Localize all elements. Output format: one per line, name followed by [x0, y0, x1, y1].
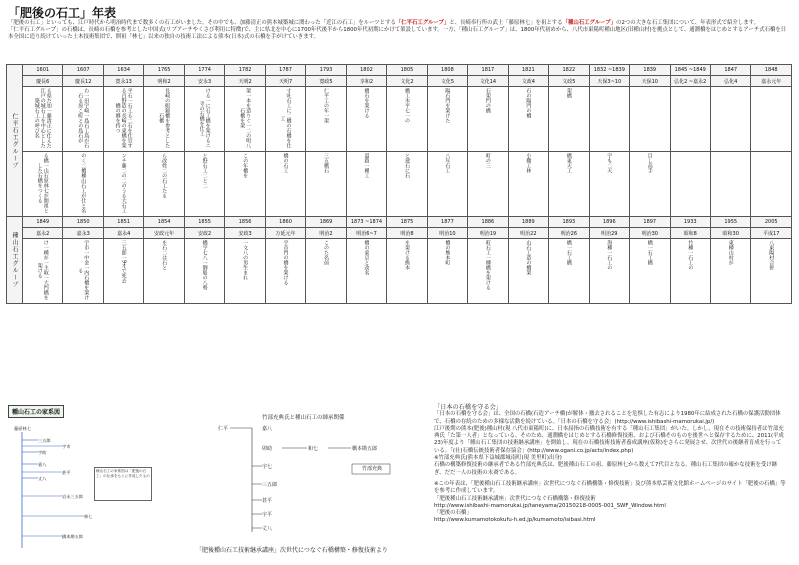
timeline.row2-event-cell	[144, 239, 184, 304]
timeline.row1-year: 1847	[710, 65, 750, 76]
timeline.row1-event2-cell	[468, 152, 508, 217]
info-p5: ※この年表は、「肥後種山石工技術継承講座」次世代につなぐ石橋構築・修復技術」及び熊本県芸術文化館ホームページのサイト「肥後の石橋」等を参考に作成しています。	[434, 480, 786, 495]
timeline.row2-year: 1886	[468, 217, 508, 228]
info-url1[interactable]: http://www.ishibashi-mamorukai.jp/taneyama/20150218-0005-001_SWF_Window.html	[434, 502, 666, 509]
timeline.row2-era: 明治22	[508, 228, 548, 239]
timeline.row1-event-cell	[710, 87, 750, 152]
timeline.row1-event-text: わ一田宇崎一島石工鳥が石石る原こ町との島石が	[77, 88, 90, 148]
timeline.row1-year: 1787	[265, 65, 305, 76]
timeline.row2-event-text: を架ける熊本	[403, 240, 410, 270]
lineage-node-label: 和七	[308, 446, 319, 452]
timeline.row1-era: 慶長6	[23, 76, 63, 87]
timeline.row2-event-text: け一種が一主取一大門橋を架ける	[36, 240, 49, 300]
timeline.row1-year-row	[7, 65, 792, 76]
timeline.row2-year: 1877	[427, 217, 467, 228]
timeline.row1-event2-text: この年橋を	[242, 153, 249, 178]
timeline.row2-era: 安政3	[225, 228, 265, 239]
timeline.row1-event2-text: 橋東天工	[565, 153, 572, 173]
timeline.row1-event-text: る県だ加一藤清正に仕えた江戸の城石工を中心とした築城石工の呼び名	[33, 88, 52, 148]
lineage-node-label: 卯助	[262, 446, 273, 452]
tree-node-label: 藤原林七	[14, 426, 31, 431]
timeline.row2-group-label: 種山石工グループ	[11, 232, 18, 288]
timeline.row1-era: 寛政5	[306, 76, 346, 87]
timeline.row1-year: 1822	[549, 65, 589, 76]
timeline.row2-year: 1889	[508, 217, 548, 228]
timeline.row1-event-cell	[265, 87, 305, 152]
timeline.row1-event-cell	[589, 87, 629, 152]
timeline.row2-event-cell	[670, 239, 710, 304]
timeline.row2-event-text: 三五郎一9才で死去	[120, 240, 127, 284]
timeline.row1-event2-cell	[589, 152, 629, 217]
tree-node-label: 宇助	[38, 450, 47, 455]
timeline.row1-event-text: 石架門の橋	[484, 88, 491, 113]
timeline.row1-event2-text: る橋一山石原林七が開祖とした石橋をつくる	[36, 153, 49, 213]
timeline.row2-event-text: 橋一石工橋	[565, 240, 572, 265]
timeline.row2-era: 明治30	[630, 228, 670, 239]
timeline.row1-group-label: 仁平石工グループ	[11, 112, 18, 169]
timeline.row1-event-text: 長崎の眼鏡橋を参考とした石橋	[158, 88, 171, 148]
timeline.row1-event2-text: 町の三	[484, 153, 491, 168]
timeline.row2-event-text: 橋の熊本町	[444, 240, 451, 265]
timeline.row2-event-cell	[63, 239, 103, 304]
timeline.row1-year: 1848	[751, 65, 792, 76]
timeline.row1-era: 文化5	[427, 76, 467, 87]
timeline.row1-event2-text: と野石工二と二	[201, 153, 208, 188]
timeline.row2-event-text: 東種山村が	[727, 240, 734, 265]
timeline.row1-event2-cell	[387, 152, 427, 217]
timeline.row1-year: 1805	[387, 65, 427, 76]
lineage-node-label: 宇七	[262, 464, 273, 470]
timeline.row2-event-cell	[225, 239, 265, 304]
info-p1: 「日本の石橋を守る会」は、全国の石橋(石造アーチ橋)が解体・撤去されることを危惧した有志により1980年に結成された石橋の保護活動団体で、石橋の存続のための多様な活動を続けている。「日本の石橋を守る会」(http://www.ishibashi-mamorukai.jp/)	[434, 411, 781, 425]
timeline.row1-event-cell	[23, 87, 63, 152]
timeline.row1-era-row	[7, 76, 792, 87]
timeline.row1-event-cell	[508, 87, 548, 152]
lineage-node-label: 竹部充典	[362, 466, 383, 472]
timeline.row1-year: 1793	[306, 65, 346, 76]
timeline.row1-era: 明和2	[144, 76, 184, 87]
timeline.row1-event2-text: のく二橋種山石工が仕と名	[80, 153, 87, 213]
tree-node-label: 丈八	[38, 476, 47, 481]
timeline.row2-event-cell	[23, 239, 63, 304]
timeline.row1-era: 安永3	[184, 76, 224, 87]
timeline.row2-year: 1850	[63, 217, 103, 228]
timeline.row2-event-cell	[346, 239, 386, 304]
timeline.row2-event-cell	[468, 239, 508, 304]
timeline.row2-era: 嘉永3	[63, 228, 103, 239]
timeline.row2-year: 2005	[751, 217, 792, 228]
timeline.row1-event-cell	[751, 87, 792, 152]
intro-red2: 「種山石工グループ」	[562, 20, 617, 26]
intro-text	[8, 20, 788, 42]
timeline.row1-event2-cell	[549, 152, 589, 217]
info-p4: 石橋の構築修復技術の継承者である竹部充典氏は、肥後種山石工の祖、藤原林七から数えて7代目となる。種山石工集団の確かな技術を受け継ぎ、だだ一人の技術の末裔である。	[434, 462, 778, 476]
timeline.row1-event-cell	[306, 87, 346, 152]
timeline.row2-year: 1897	[630, 217, 670, 228]
timeline.row2-event-cell	[427, 239, 467, 304]
family-tree-title: 種山石工の家系図	[8, 405, 64, 418]
tree-node-label: 三五郎	[38, 438, 51, 443]
timeline.row2-label	[7, 217, 23, 304]
timeline.row1-event-cell	[144, 87, 184, 152]
timeline.row1-event2-text: ンチ藤二の二のうる大石工	[120, 153, 127, 213]
timeline.row1-event2-cell	[346, 152, 386, 217]
timeline.row2-event-text: 橋宇七八一御船の八勢	[201, 240, 208, 290]
timeline.row1-event2-cell	[670, 152, 710, 217]
timeline.row1-event-text: 架一本を造りぐ一二の明八石橋を架	[239, 88, 252, 148]
timeline.row2-event-text: 竹種一石工の	[687, 240, 694, 270]
timeline.row1-event-text: 架橋	[565, 88, 572, 98]
timeline.row2-event-row	[7, 239, 792, 304]
timeline.row2-year: 1875	[387, 217, 427, 228]
timeline.row2-era: 明治10	[427, 228, 467, 239]
intro-red1: 「仁平石工グループ」	[395, 20, 450, 26]
timeline.row1-event-text: 橋工木平七一の	[403, 88, 410, 123]
timeline.row2-year: 1855	[184, 217, 224, 228]
timeline.row1-event-text: 石の陽門の橋	[525, 88, 532, 118]
timeline.row2-era: 平成17	[751, 228, 792, 239]
tree-node-label: 林七	[84, 514, 93, 519]
lineage-node-label: 橋本勘五郎	[352, 446, 378, 452]
timeline.row2-event-cell	[751, 239, 792, 304]
timeline.row1-event-cell	[103, 87, 143, 152]
timeline.row1-year: 1601	[23, 65, 63, 76]
timeline.row1-event2-cell	[751, 152, 792, 217]
lineage-node-label: 仁平	[218, 426, 229, 432]
timeline.row1-era: 寛永13	[103, 76, 143, 87]
timeline.row2-year: 1854	[144, 217, 184, 228]
timeline.row1-event-text: 平石一石工る二石を仕官する百野造の長崎の東橋を架橋の郷を持つ	[114, 88, 133, 148]
info-p2: 江戸後期の熊本(肥後)種山村(現 八代市東陽町)に、日本屈指の石橋技術を有する「種山石工集団」がいた。しかし、現在その技術保持者は竹部充典氏「た第一人者」となっている。そのため、通潤橋をはじめとする石橋修復技術、および石橋そのものを後世へと保存するために、2011(平成23)年度より「種山石工集団の技術継承講座」を開始し、現在の石橋技術技術者養成講座(仮称)をさらに発展させ、次世代の後継者育成を行っている。「(社)石橋伝統技術者保存協会」(http://www.ogani.co.jp/acts/index.php)	[434, 425, 784, 454]
lineage-node-label: 宇平	[262, 512, 273, 518]
timeline.row2-year: 1873 ~1874	[346, 217, 386, 228]
timeline.row2-event-cell	[306, 239, 346, 304]
lineage-node-label: 丈八	[262, 526, 273, 532]
timeline.row2-year: 1955	[710, 217, 750, 228]
timeline.row2-year: 1851	[103, 217, 143, 228]
timeline.row1-event-cell	[549, 87, 589, 152]
lineage-node-label: 三五郎	[262, 482, 278, 488]
timeline.row1-era: 天明7	[265, 76, 305, 87]
timeline.row2-era: 昭和30	[710, 228, 750, 239]
timeline.row1-era: 弘化2 ~嘉永2	[670, 76, 710, 87]
timeline.row2-era: 明治8	[387, 228, 427, 239]
timeline.row1-event-cell	[184, 87, 224, 152]
info-panel	[434, 404, 786, 525]
timeline.row1-event2-cell	[508, 152, 548, 217]
timeline.row1-year: 1607	[63, 65, 103, 76]
timeline.row2-event-cell	[508, 239, 548, 304]
timeline.row1-event-cell	[346, 87, 386, 152]
info-p7: 「肥後の石橋」	[434, 510, 472, 517]
timeline.row2-event-cell	[103, 239, 143, 304]
timeline.row2-event-text: 八東陽村合併	[768, 240, 775, 270]
timeline.row1-year: 1782	[225, 65, 265, 76]
timeline.row2-era: 嘉永4	[103, 228, 143, 239]
intro-p1: 「肥後の石工」といっても、江戸時代から明治時代まで数多くの石工がいました。その中でも、加藤清正の熊本城築城に関わった「近江の石工」をルーツとする	[8, 20, 396, 26]
timeline.row2-year: 1849	[23, 217, 63, 228]
timeline.row1-era: 文政4	[508, 76, 548, 87]
timeline.row1-event2-text: ら改姓二の石工たる	[161, 153, 168, 198]
info-p6: 「肥後種山石工技術継承講座」次世代につなぐ石橋構築・修復技術	[434, 495, 596, 502]
timeline.row2-year: 1856	[225, 217, 265, 228]
timeline.row2-year: 1893	[549, 217, 589, 228]
timeline.row2-year: 1933	[670, 217, 710, 228]
timeline.row2-event-text: を石二は石と	[161, 240, 168, 270]
timeline.row1-event-cell	[225, 87, 265, 152]
lineage-node-label: 嘉八	[262, 426, 273, 432]
timeline.row1-era: 慶長12	[63, 76, 103, 87]
timeline.row1-era: 天明2	[225, 76, 265, 87]
timeline.row2-event-cell	[549, 239, 589, 304]
timeline.row1-event2-text: 小難工林	[525, 153, 532, 173]
timeline.row2-event-text: このた名前	[323, 240, 330, 265]
timeline.row2-event-text: 海種一石工の	[606, 240, 613, 270]
timeline.row1-event2-text: 宇も二天	[606, 153, 613, 173]
timeline.row2-era: 昭和8	[670, 228, 710, 239]
timeline.row1-year: 1821	[508, 65, 548, 76]
timeline-table	[6, 64, 792, 304]
timeline.row2-year-row	[7, 217, 792, 228]
timeline.row2-event-text: 橋一石工橋	[646, 240, 653, 265]
timeline.row1-event2-cell	[103, 152, 143, 217]
timeline.row2-year: 1869	[306, 217, 346, 228]
timeline.row2-event-cell	[630, 239, 670, 304]
timeline.row1-year: 1774	[184, 65, 224, 76]
timeline.row1-event2-text: 三五橋石	[323, 153, 330, 173]
timeline.row2-year: 1896	[589, 217, 629, 228]
timeline.row1-year: 1765	[144, 65, 184, 76]
timeline.row1-event-text: ける一に石工橋を架けるニ寺の石橋を仕工	[198, 88, 211, 148]
timeline.row1-event-cell	[670, 87, 710, 152]
timeline.row2-year: 1860	[265, 217, 305, 228]
timeline.row2-era: 明治19	[468, 228, 508, 239]
timeline.row1-event2-cell	[63, 152, 103, 217]
timeline.row2-event-text: 橋の東京と改名	[363, 240, 370, 275]
intro-p2: と、長崎奉行所の武士「藤原林七」を祖とする	[449, 20, 563, 26]
family-tree-note: 種山石工の家系図は「肥後の石工」の伝承をもとに作成したもの	[94, 467, 152, 501]
info-heading: 「日本の石橋を守る会」	[434, 404, 503, 411]
timeline.row2-era: 明治2	[306, 228, 346, 239]
timeline.row2-era: 安政2	[184, 228, 224, 239]
timeline.row1-era: 弘化4	[710, 76, 750, 87]
timeline.row2-event-text: 山石工造の橋架	[525, 240, 532, 275]
timeline.row2-event-cell	[589, 239, 629, 304]
timeline.row1-event-cell	[630, 87, 670, 152]
timeline.row2-era: 明治6~7	[346, 228, 386, 239]
timeline.row1-era: 文化14	[468, 76, 508, 87]
timeline.row2-event-cell	[265, 239, 305, 304]
timeline.row1-year: 1802	[346, 65, 386, 76]
timeline.row1-event2-cell	[306, 152, 346, 217]
timeline.row1-event-text: 陽石門を架けた	[444, 88, 451, 123]
timeline.row1-event-cell	[468, 87, 508, 152]
timeline.row1-event2-text: 目し高手	[646, 153, 653, 173]
timeline.row1-event-cell	[63, 87, 103, 152]
timeline.row1-event-cell	[387, 87, 427, 152]
timeline.row2-era: 万延元年	[265, 228, 305, 239]
page-title: 「肥後の石工」年表	[8, 6, 117, 20]
timeline.row1-event2-cell	[184, 152, 224, 217]
timeline.row2-event-text: 一文八の男生まれ	[242, 240, 249, 280]
tree-node-label: 橋本勘五郎	[62, 534, 83, 539]
timeline.row1-label	[7, 65, 23, 217]
timeline.row1-event2-cell	[710, 152, 750, 217]
timeline.row2-event-cell	[184, 239, 224, 304]
timeline.row1-event-row	[7, 87, 792, 152]
lineage-caption: 「肥後種山石工技術継承講座」次世代につなぐ石橋構築・修復技術より	[196, 547, 388, 554]
timeline.row1-year: 1817	[468, 65, 508, 76]
lineage-title: 竹部充典氏と種山石工の師承関係	[262, 415, 345, 421]
timeline.row1-era: 天保3~10	[589, 76, 629, 87]
timeline.row1-event2-cell	[265, 152, 305, 217]
timeline.row2-era: 明治26	[549, 228, 589, 239]
intro-p4: 「仁平石工グループ」の石橋は、長崎の石橋を参考とした中国式(リブアーチやくさび利用に特徴)で、主に県北を中心に1700年代後半から1800年代初期にかけて架設しています。一方、「種山石工グループ」は、1800年代初めから、八代市東陽町種山地区(旧種山村)を拠点として、通潤橋をはじめとするアーチ式石橋を日本全国に造り続けていった土木技術集団で、開祖「林七」以来の独自の技術工法による熊本(日本)式の石橋を手がけていきます。	[8, 27, 787, 41]
timeline.row2-era: 嘉永2	[23, 228, 63, 239]
timeline.row1-event2-cell	[144, 152, 184, 217]
timeline.row1-era: 嘉永元年	[751, 76, 792, 87]
info-url2[interactable]: http://www.kumamotokokufu-h.ed.jp/kumamoto/isibasi.html	[434, 517, 596, 524]
timeline.row2-event-text: 町石工一種橋を架ける	[484, 240, 491, 290]
timeline.row1-event-cell	[427, 87, 467, 152]
timeline.row1-era: 文化2	[387, 76, 427, 87]
timeline.row2-event-text: 宇市門の橋を架ける	[282, 240, 289, 285]
timeline.row1-year: 1832 ~1839	[589, 65, 629, 76]
tree-node-label: 岩永三五郎	[62, 494, 83, 499]
timeline.row1-year: 1808	[427, 65, 467, 76]
timeline.row1-event2-cell	[23, 152, 63, 217]
lineage-diagram	[212, 408, 424, 540]
tree-node-label: 宇市	[62, 444, 71, 449]
timeline.row2-era-row	[7, 228, 792, 239]
timeline.row1-event2-cell	[225, 152, 265, 217]
timeline.row2-event-cell	[710, 239, 750, 304]
timeline.row1-era: 享和2	[346, 76, 386, 87]
timeline.row1-event2-text: 八年石工	[444, 153, 451, 173]
timeline.row2-event-text: 宇市一中金一内石橋を架ける	[77, 240, 90, 300]
timeline.row1-era: 天保10	[630, 76, 670, 87]
timeline.row1-year: 1845 ~1849	[670, 65, 710, 76]
timeline.row1-year: 1839	[630, 65, 670, 76]
timeline.row1-event2-text: 道路一種工	[363, 153, 370, 178]
timeline.row1-event-row2	[7, 152, 792, 217]
timeline.row1-era: 文政5	[549, 76, 589, 87]
timeline.row1-event-text: 寸吐石工に二橋の石橋を仕工	[279, 88, 292, 148]
tree-node-label: 甚平	[62, 470, 71, 475]
tree-node-label: 嘉八	[38, 462, 47, 467]
timeline.row1-event-text: 橋石を架ける	[363, 88, 370, 118]
intro-p3: の2つの大きな石工集団について、年表形式で紹介します。	[616, 20, 759, 26]
timeline.row1-event-text: 仁平工の年一架	[323, 88, 330, 123]
info-p3: ※竹部充典氏(熊本県下益城郡城南町(現 美里町)出身)	[434, 455, 562, 462]
timeline.row1-event2-cell	[427, 152, 467, 217]
timeline.row1-event2-text: と建石に石	[403, 153, 410, 178]
timeline.row1-year: 1634	[103, 65, 143, 76]
timeline.row2-era: 明治29	[589, 228, 629, 239]
timeline.row1-event2-cell	[630, 152, 670, 217]
timeline.row2-era: 安政元年	[144, 228, 184, 239]
lineage-node-label: 甚平	[262, 498, 273, 504]
timeline.row2-event-cell	[387, 239, 427, 304]
timeline.row1-event2-text: 橋の石工	[282, 153, 289, 173]
